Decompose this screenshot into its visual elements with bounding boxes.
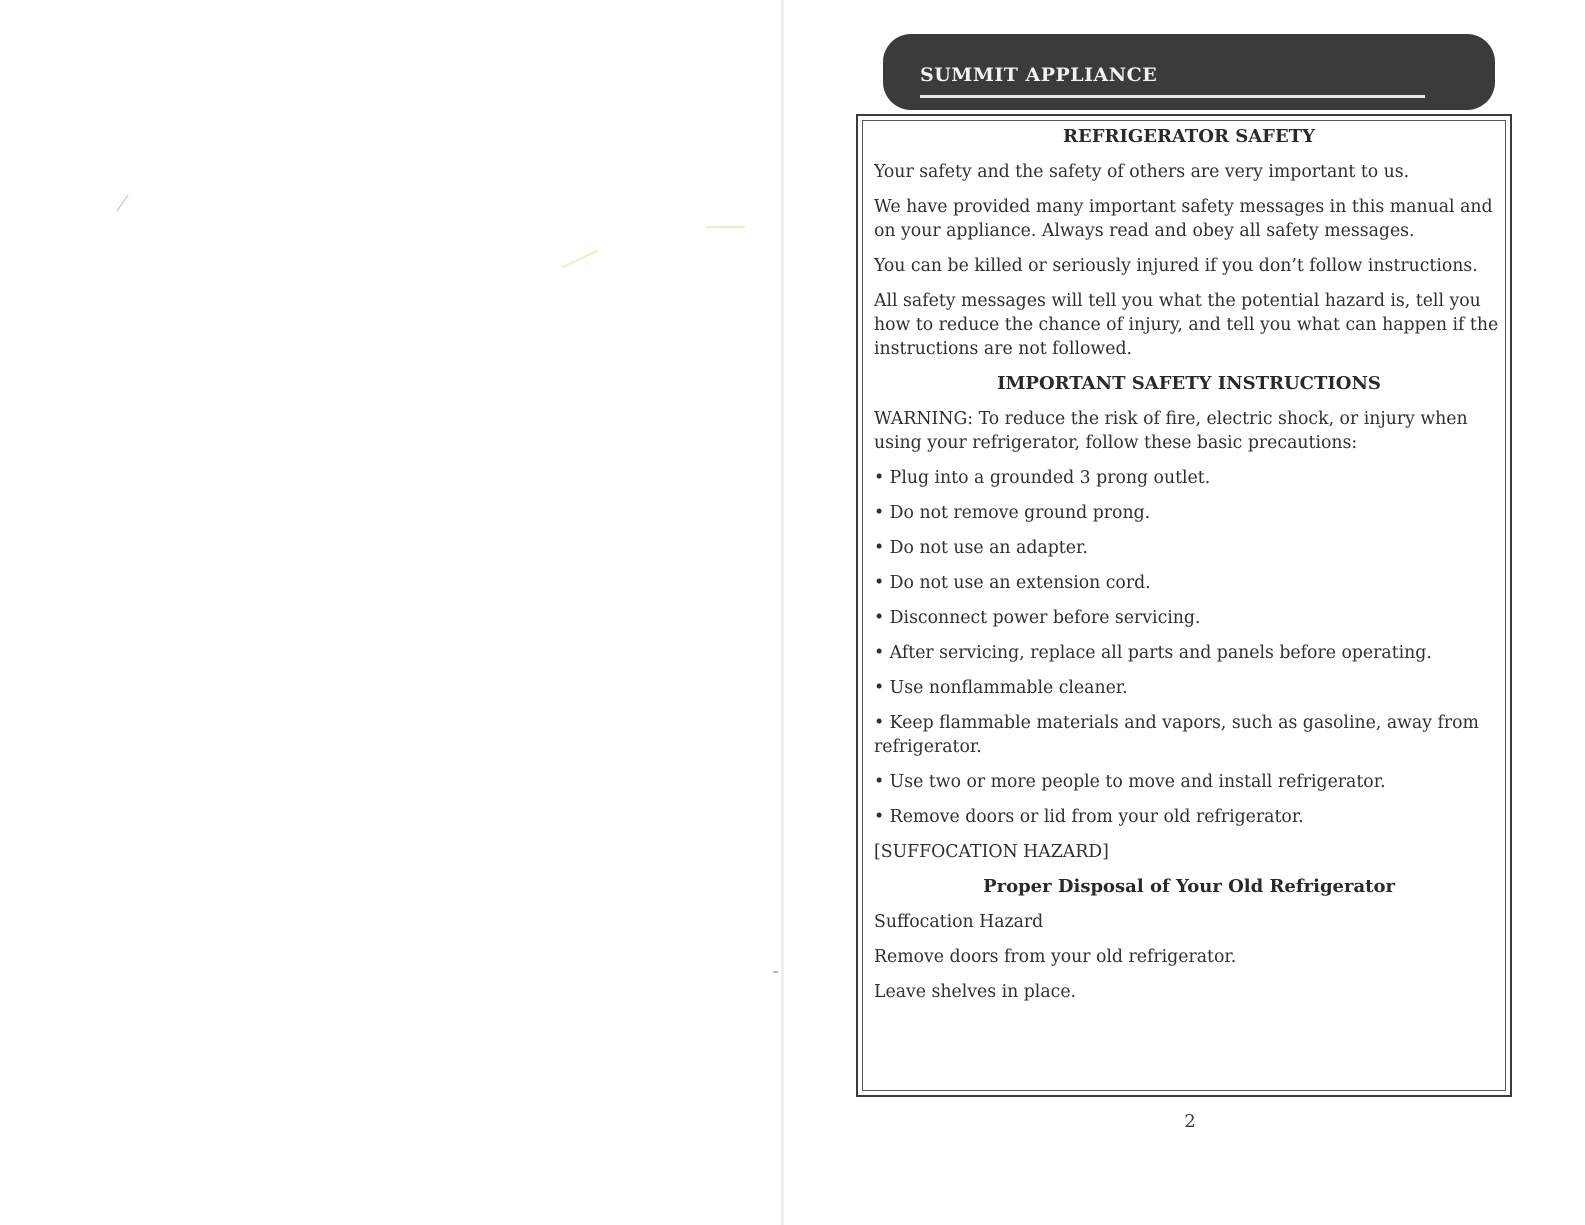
scan-mark: [116, 195, 128, 212]
precaution-item: • Do not remove ground prong.: [874, 503, 1151, 523]
safety-paragraph: You can be killed or seriously injured if you don’t follow instructions.: [874, 256, 1478, 276]
safety-paragraph: We have provided many important safety messages in this manual and on your appliance. Always read and obey all safety messages.: [874, 197, 1493, 241]
disposal-line: Suffocation Hazard: [874, 912, 1044, 932]
precaution-item: • Plug into a grounded 3 prong outlet.: [874, 468, 1211, 488]
section-title-refrigerator-safety: REFRIGERATOR SAFETY: [1063, 126, 1315, 147]
brand-title: SUMMIT APPLIANCE: [920, 64, 1158, 86]
scan-mark: [705, 226, 745, 228]
precaution-item: • Use two or more people to move and install refrigerator.: [874, 772, 1386, 792]
scan-mark: [561, 250, 598, 269]
safety-paragraph: Your safety and the safety of others are very important to us.: [874, 162, 1410, 182]
warning-text: WARNING: To reduce the risk of fire, electric shock, or injury when using your refrigerator, follow these basic precautions:: [874, 409, 1468, 453]
page-fold: [781, 0, 784, 1225]
precaution-item: • Do not use an adapter.: [874, 538, 1088, 558]
precaution-item: • Use nonflammable cleaner.: [874, 678, 1128, 698]
banner-rule: [920, 95, 1425, 98]
section-title-important-instructions: IMPORTANT SAFETY INSTRUCTIONS: [997, 373, 1381, 394]
disposal-line: Remove doors from your old refrigerator.: [874, 947, 1237, 967]
left-blank-page: [0, 0, 790, 1225]
disposal-line: Leave shelves in place.: [874, 982, 1077, 1002]
page-number: 2: [1184, 1111, 1196, 1132]
precaution-item: • After servicing, replace all parts and panels before operating.: [874, 643, 1432, 663]
precaution-item: • Remove doors or lid from your old refrigerator.: [874, 807, 1304, 827]
scan-mark: [773, 971, 778, 973]
section-title-disposal: Proper Disposal of Your Old Refrigerator: [983, 876, 1395, 897]
precaution-item: • Do not use an extension cord.: [874, 573, 1151, 593]
precaution-item: • Disconnect power before servicing.: [874, 608, 1201, 628]
safety-content: [874, 125, 1504, 1004]
hazard-note: [SUFFOCATION HAZARD]: [874, 842, 1109, 862]
safety-paragraph: All safety messages will tell you what the potential hazard is, tell you how to reduce the chance of injury, and tell you what can happen if the instructions are not followed.: [874, 291, 1499, 359]
precaution-item: • Keep flammable materials and vapors, such as gasoline, away from refrigerator.: [874, 713, 1479, 757]
